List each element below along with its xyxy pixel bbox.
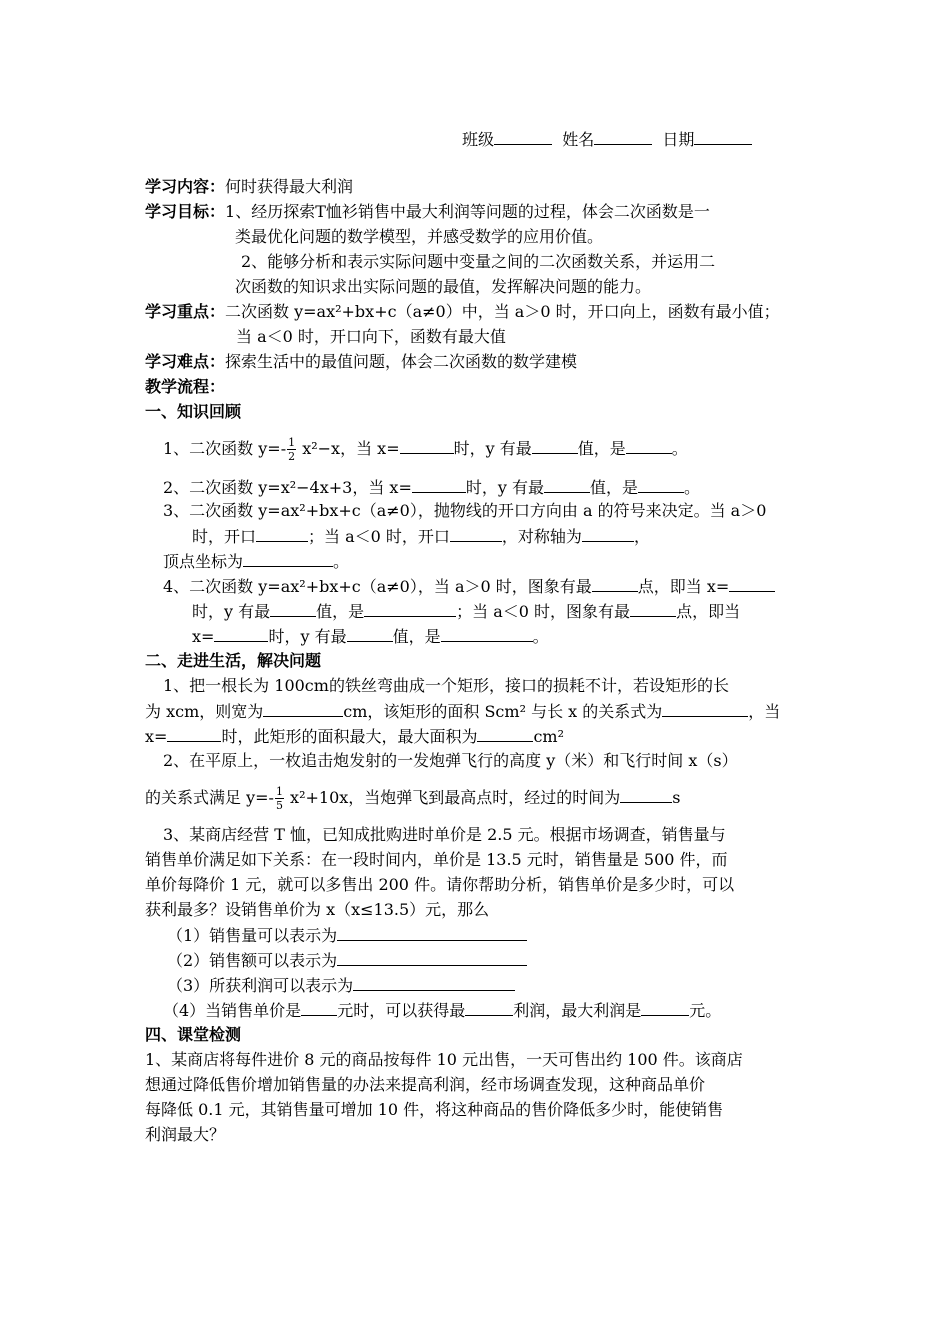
q4-blank-2[interactable] bbox=[729, 575, 775, 592]
goal-label: 学习目标： bbox=[145, 202, 226, 221]
goal-line-2: 类最优化问题的数学模型，并感受数学的应用价值。 bbox=[235, 227, 604, 246]
p2-b2: x²+10x，当炮弹飞到最高点时，经过的时间为 bbox=[284, 788, 621, 807]
q4-blank-8[interactable] bbox=[441, 625, 533, 642]
q4-blank-5[interactable] bbox=[630, 600, 676, 617]
key-line-1 bbox=[145, 301, 780, 323]
q4-b2: 值，是 bbox=[316, 602, 365, 621]
p1-line-2 bbox=[145, 700, 780, 723]
q1-b: 值，是 bbox=[577, 439, 626, 458]
p1-line-1: 1、把一根长为 100cm的铁丝弯曲成一个矩形，接口的损耗不计，若设矩形的长 bbox=[163, 676, 729, 695]
p1-b1: 为 xcm，则宽为 bbox=[145, 702, 264, 721]
q3-blank-3[interactable] bbox=[582, 525, 634, 542]
p2-fraction bbox=[275, 785, 284, 812]
q3-blank-1[interactable] bbox=[256, 525, 308, 542]
flow-label: 教学流程： bbox=[145, 377, 226, 396]
date-label: 日期 bbox=[662, 130, 695, 149]
p2-b3: s bbox=[672, 788, 681, 807]
content-line bbox=[145, 176, 353, 198]
p1-c3: cm² bbox=[533, 727, 564, 746]
q3-blank-4[interactable] bbox=[243, 550, 333, 567]
s3-blank[interactable] bbox=[353, 974, 515, 991]
q1-blank-2[interactable] bbox=[532, 437, 578, 454]
s4-a: （4）当销售单价是 bbox=[163, 1001, 302, 1020]
q3-c2: 。 bbox=[333, 552, 350, 571]
class-blank[interactable] bbox=[494, 128, 552, 145]
q2-end: 。 bbox=[684, 478, 701, 497]
p3-sub-1 bbox=[167, 924, 527, 947]
q1-den: 2 bbox=[288, 450, 296, 463]
q2 bbox=[163, 476, 700, 499]
p3-line-4: 获利最多？设销售单价为 x（x≤13.5）元，那么 bbox=[145, 900, 490, 919]
q4-c1: x= bbox=[192, 627, 215, 646]
t-line-1: 1、某商店将每件进价 8 元的商品按每件 10 元出售，一天可售出约 100 件。该商店 bbox=[145, 1050, 743, 1069]
q4-a2: 点，即当 x= bbox=[637, 577, 730, 596]
q1-blank-1[interactable] bbox=[400, 437, 454, 454]
q4-c3: 值，是 bbox=[392, 627, 441, 646]
p1-blank-2[interactable] bbox=[662, 700, 748, 717]
p3-sub-3 bbox=[167, 974, 515, 997]
q4-blank-4[interactable] bbox=[364, 600, 456, 617]
q1-fraction bbox=[287, 436, 296, 463]
q1-pre: 1、二次函数 y=- bbox=[163, 439, 287, 458]
p1-blank-4[interactable] bbox=[477, 725, 533, 742]
s4-blank-2[interactable] bbox=[465, 999, 513, 1016]
s4-d: 元。 bbox=[689, 1001, 722, 1020]
q4-blank-7[interactable] bbox=[347, 625, 393, 642]
section1-title: 一、知识回顾 bbox=[145, 402, 242, 421]
key-label: 学习重点： bbox=[145, 302, 226, 321]
p2-line-1: 2、在平原上，一枚追击炮发射的一发炮弹飞行的高度 y（米）和飞行时间 x（s） bbox=[163, 751, 738, 770]
q2-blank-1[interactable] bbox=[412, 476, 466, 493]
s1-label: （1）销售量可以表示为 bbox=[167, 926, 338, 945]
q3-line-2 bbox=[192, 525, 650, 548]
p3-line-1: 3、某商店经营 T 恤，已知成批购进时单价是 2.5 元。根据市场调查，销售量与 bbox=[163, 825, 726, 844]
diff-line bbox=[145, 351, 577, 373]
p3-line-3: 单价每降价 1 元，就可以多售出 200 件。请你帮助分析，销售单价是多少时，可以 bbox=[145, 875, 735, 894]
p1-c2: 时，此矩形的面积最大，最大面积为 bbox=[221, 727, 478, 746]
class-label: 班级 bbox=[462, 130, 495, 149]
q3-b2: ；当 a＜0 时，开口 bbox=[308, 527, 450, 546]
q4-b1: 时，y 有最 bbox=[192, 602, 271, 621]
q4-line-3 bbox=[192, 625, 549, 648]
content-text: 何时获得最大利润 bbox=[225, 177, 354, 196]
q2-blank-3[interactable] bbox=[638, 476, 684, 493]
t-line-4: 利润最大？ bbox=[145, 1125, 226, 1144]
q1-a: 时，y 有最 bbox=[453, 439, 532, 458]
key-line-2: 当 a＜0 时，开口向下，函数有最大值 bbox=[236, 327, 506, 346]
p2-den: 5 bbox=[275, 799, 283, 812]
q4-b3: ；当 a＜0 时，图象有最 bbox=[456, 602, 631, 621]
p1-b3: ，当 bbox=[748, 702, 781, 721]
header-fields bbox=[462, 128, 752, 151]
q1-end: 。 bbox=[671, 439, 688, 458]
q2-b: 值，是 bbox=[590, 478, 639, 497]
s1-blank[interactable] bbox=[337, 924, 527, 941]
q2-pre: 2、二次函数 y=x²−4x+3，当 x= bbox=[163, 478, 412, 497]
p3-line-2: 销售单价满足如下关系：在一段时间内，单价是 13.5 元时，销售量是 500 件，而 bbox=[145, 850, 728, 869]
date-blank[interactable] bbox=[694, 128, 752, 145]
q4-b4: 点，即当 bbox=[676, 602, 741, 621]
q3-b1: 时，开口 bbox=[192, 527, 257, 546]
section4-title: 四、课堂检测 bbox=[145, 1025, 242, 1044]
s4-b: 元时，可以获得最 bbox=[337, 1001, 466, 1020]
p2-line-2 bbox=[145, 785, 681, 812]
s2-label: （2）销售额可以表示为 bbox=[167, 951, 338, 970]
name-blank[interactable] bbox=[594, 128, 652, 145]
p2-blank[interactable] bbox=[620, 786, 672, 803]
name-label: 姓名 bbox=[562, 130, 595, 149]
p2-b1: 的关系式满足 y=- bbox=[145, 788, 274, 807]
q4-c4: 。 bbox=[532, 627, 549, 646]
s4-blank-1[interactable] bbox=[301, 999, 337, 1016]
diff-label: 学习难点： bbox=[145, 352, 226, 371]
p3-sub-2 bbox=[167, 949, 527, 972]
p1-line-3 bbox=[145, 725, 564, 748]
q4-line-2 bbox=[192, 600, 740, 623]
q4-a1: 4、二次函数 y=ax²+bx+c（a≠0），当 a＞0 时，图象有最 bbox=[163, 577, 592, 596]
q4-blank-6[interactable] bbox=[214, 625, 268, 642]
s2-blank[interactable] bbox=[337, 949, 527, 966]
q1-mid: x²−x，当 x= bbox=[297, 439, 400, 458]
q1-num: 1 bbox=[288, 436, 296, 449]
t-line-2: 想通过降低售价增加销售量的办法来提高利润，经市场调查发现，这种商品单价 bbox=[145, 1075, 706, 1094]
s3-label: （3）所获利润可以表示为 bbox=[167, 976, 354, 995]
q3-b3: ，对称轴为 bbox=[501, 527, 582, 546]
q4-blank-1[interactable] bbox=[592, 575, 638, 592]
content-label: 学习内容： bbox=[145, 177, 226, 196]
q4-c2: 时，y 有最 bbox=[268, 627, 347, 646]
goal-line-4: 次函数的知识求出实际问题的最值，发挥解决问题的能力。 bbox=[235, 277, 652, 296]
p1-c1: x= bbox=[145, 727, 168, 746]
s4-c: 利润，最大利润是 bbox=[513, 1001, 642, 1020]
p1-b2: cm，该矩形的面积 Scm² 与长 x 的关系式为 bbox=[343, 702, 663, 721]
goal-line-1 bbox=[145, 201, 710, 223]
q2-a: 时，y 有最 bbox=[465, 478, 545, 497]
section2-title: 二、走进生活，解决问题 bbox=[145, 651, 322, 670]
q3-b4: ， bbox=[633, 527, 650, 546]
q4-blank-3[interactable] bbox=[270, 600, 316, 617]
p2-num: 1 bbox=[275, 785, 283, 798]
p3-sub-4 bbox=[163, 999, 721, 1022]
key-a: 二次函数 y=ax²+bx+c（a≠0）中，当 a＞0 时，开口向上，函数有最小值； bbox=[225, 302, 780, 321]
q1 bbox=[163, 436, 688, 463]
q4-line-1 bbox=[163, 575, 775, 598]
q3-c1: 顶点坐标为 bbox=[163, 552, 244, 571]
q3-blank-2[interactable] bbox=[450, 525, 502, 542]
s4-blank-3[interactable] bbox=[641, 999, 689, 1016]
q3-line-3 bbox=[163, 550, 349, 573]
p1-blank-3[interactable] bbox=[167, 725, 221, 742]
t-line-3: 每降低 0.1 元，其销售量可增加 10 件，将这种商品的售价降低多少时，能使销售 bbox=[145, 1100, 724, 1119]
p1-blank-1[interactable] bbox=[263, 700, 343, 717]
q2-blank-2[interactable] bbox=[544, 476, 590, 493]
diff-text: 探索生活中的最值问题，体会二次函数的数学建模 bbox=[225, 352, 578, 371]
q1-blank-3[interactable] bbox=[626, 437, 672, 454]
q3-line-1: 3、二次函数 y=ax²+bx+c（a≠0），抛物线的开口方向由 a 的符号来决定。当 a＞0 bbox=[163, 501, 767, 520]
goal1-a: 1、经历探索T恤衫销售中最大利润等问题的过程，体会二次函数是一 bbox=[225, 202, 710, 221]
goal-line-3: 2、能够分析和表示实际问题中变量之间的二次函数关系，并运用二 bbox=[241, 252, 716, 271]
